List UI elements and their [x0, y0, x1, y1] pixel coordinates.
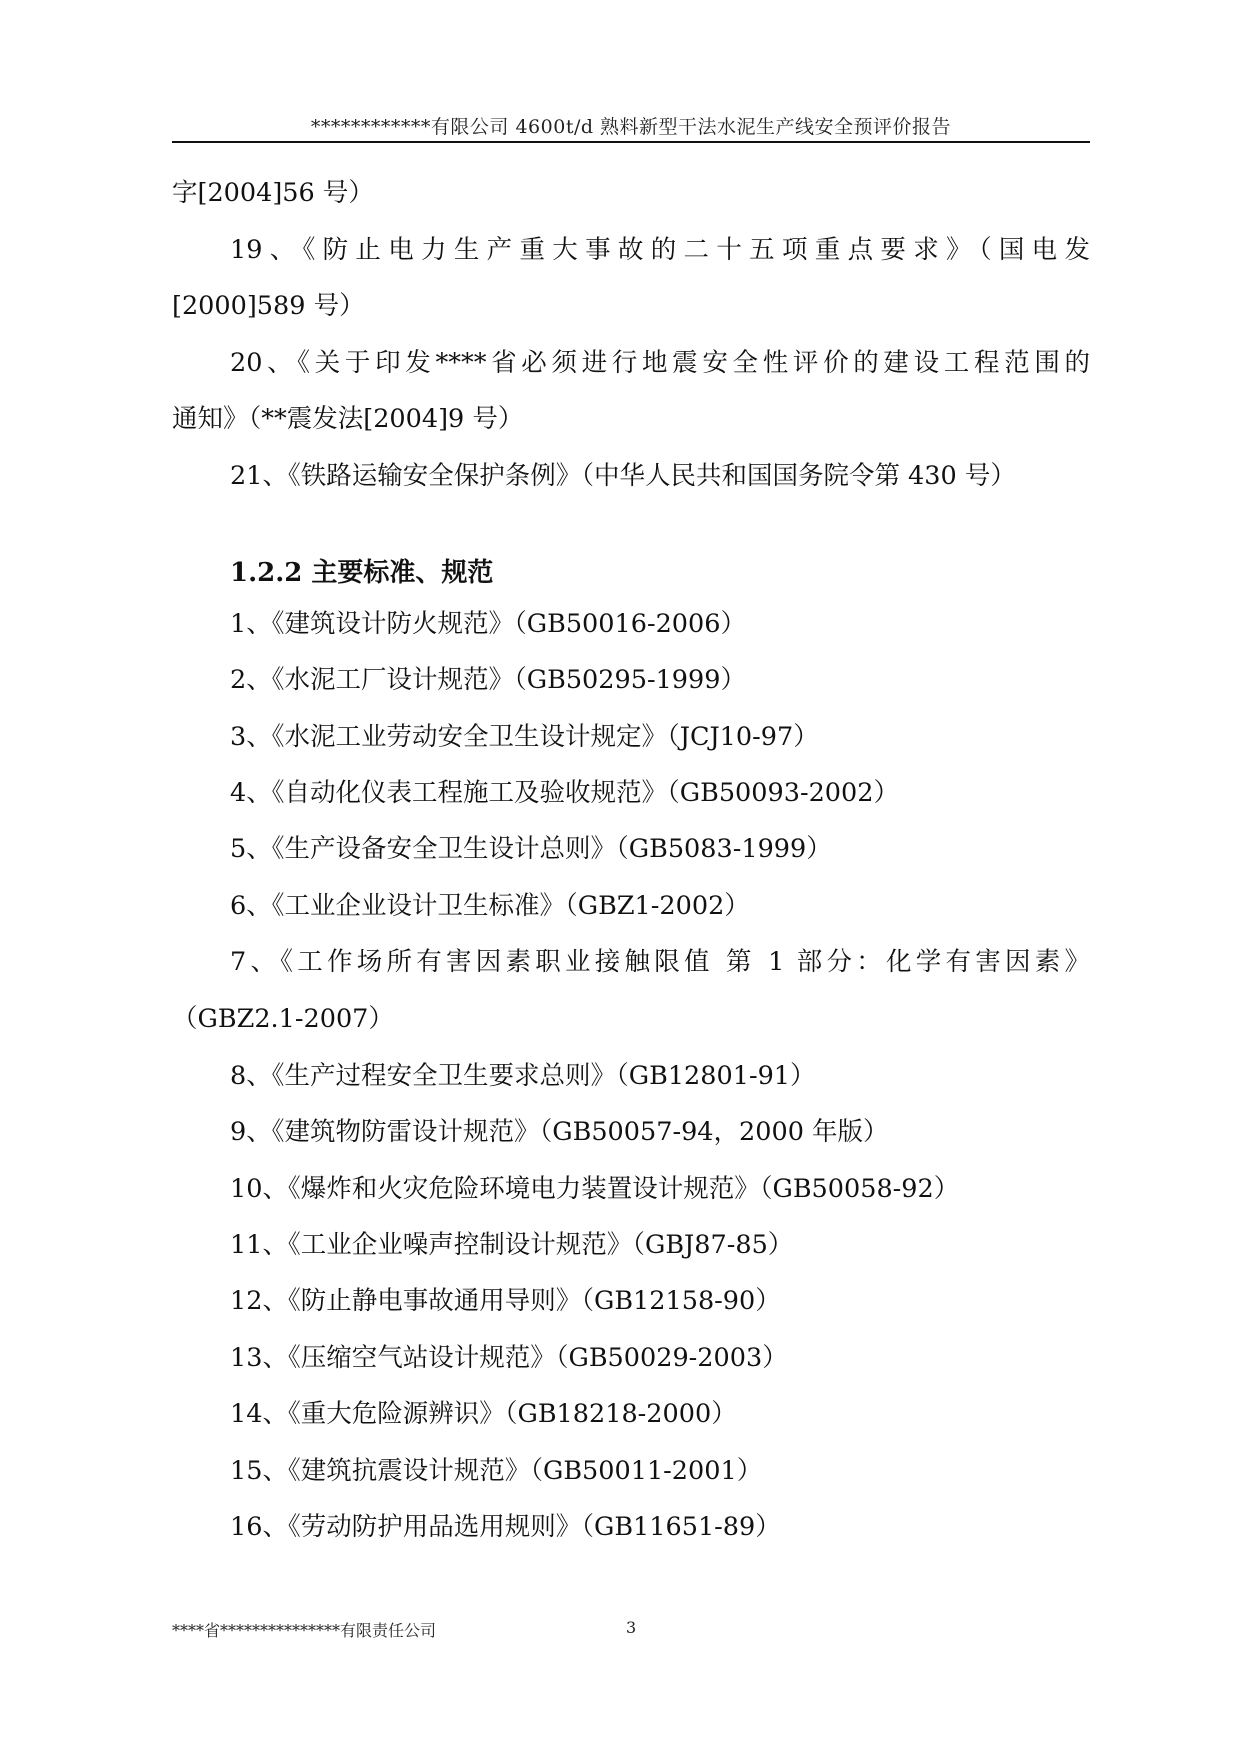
footer-page-number: 3 [626, 1618, 637, 1637]
standard-item-7-line1: 7、《工作场所有害因素职业接触限值 第 1 部分：化学有害因素》 [230, 947, 1090, 977]
regulation-20-line1: 20、《关于印发****省必须进行地震安全性评价的建设工程范围的 [230, 348, 1090, 378]
standard-item-9: 9、《建筑物防雷设计规范》（GB50057-94，2000 年版） [230, 1117, 889, 1147]
header-divider [172, 141, 1090, 143]
standard-item-11: 11、《工业企业噪声控制设计规范》（GBJ87-85） [230, 1230, 794, 1260]
standard-item-7-line2: （GBZ2.1-2007） [172, 1004, 394, 1034]
standard-item-12: 12、《防止静电事故通用导则》（GB12158-90） [230, 1286, 781, 1316]
footer-company-name: ****省***************有限责任公司 [172, 1621, 437, 1640]
regulation-19-line1: 19、《防止电力生产重大事故的二十五项重点要求》（国电发 [230, 235, 1090, 265]
regulation-20-line2: 通知》（**震发法[2004]9 号） [172, 404, 524, 434]
standard-item-5: 5、《生产设备安全卫生设计总则》（GB5083-1999） [230, 834, 832, 864]
page-header-title: ************有限公司 4600t/d 熟料新型干法水泥生产线安全预评价报告 [310, 116, 952, 138]
regulation-19-line2: [2000]589 号） [172, 291, 365, 321]
section-heading-standards: 1.2.2 主要标准、规范 [230, 558, 494, 588]
standard-item-4: 4、《自动化仪表工程施工及验收规范》（GB50093-2002） [230, 778, 899, 808]
standard-item-6: 6、《工业企业设计卫生标准》（GBZ1-2002） [230, 891, 750, 921]
regulation-18-continuation: 字[2004]56 号） [172, 178, 374, 208]
standard-item-14: 14、《重大危险源辨识》（GB18218-2000） [230, 1399, 737, 1429]
regulation-21: 21、《铁路运输安全保护条例》（中华人民共和国国务院令第 430 号） [230, 461, 1016, 491]
standard-item-1: 1、《建筑设计防火规范》（GB50016-2006） [230, 609, 746, 639]
standard-item-8: 8、《生产过程安全卫生要求总则》（GB12801-91） [230, 1061, 816, 1091]
standard-item-16: 16、《劳动防护用品选用规则》（GB11651-89） [230, 1512, 781, 1542]
standard-item-10: 10、《爆炸和火灾危险环境电力装置设计规范》（GB50058-92） [230, 1174, 960, 1204]
standard-item-3: 3、《水泥工业劳动安全卫生设计规定》（JCJ10-97） [230, 722, 819, 752]
standard-item-13: 13、《压缩空气站设计规范》（GB50029-2003） [230, 1343, 788, 1373]
standard-item-2: 2、《水泥工厂设计规范》（GB50295-1999） [230, 665, 746, 695]
standard-item-15: 15、《建筑抗震设计规范》（GB50011-2001） [230, 1456, 763, 1486]
